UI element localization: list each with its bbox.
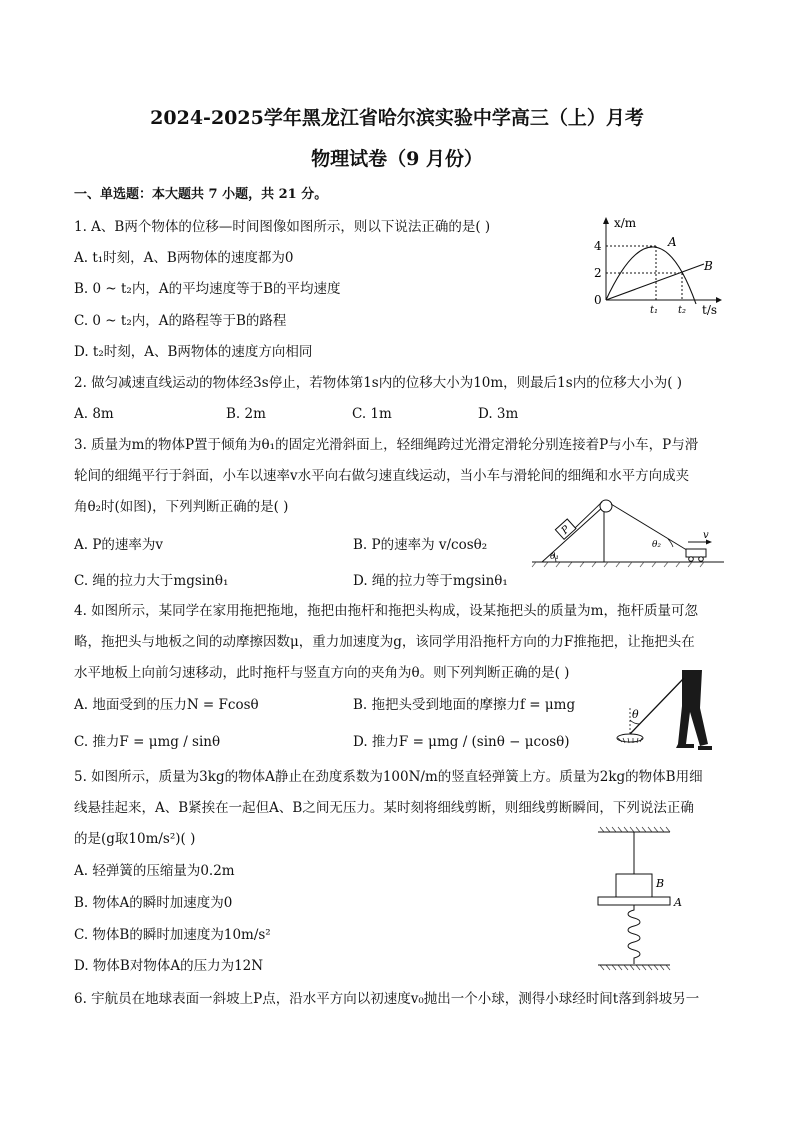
q5-ceiling-hatch	[600, 827, 670, 832]
q5-option-c: C. 物体B的瞬时加速度为10m/s²	[74, 927, 271, 943]
q1-option-c: C. 0 ~ t₂内，A的路程等于B的路程	[74, 313, 287, 329]
q5-line-2: 线悬挂起来，A、B紧挨在一起但A、B之间无压力。某时刻将细线剪断，则细线剪断瞬间，下列说法正确	[74, 800, 694, 816]
q4-option-a: A. 地面受到的压力N = Fcosθ	[74, 697, 259, 713]
q1-ylabel: x/m	[614, 216, 637, 230]
q5-option-d: D. 物体B对物体A的压力为12N	[74, 958, 264, 974]
q3-line-3: 角θ₂时(如图)，下列判断正确的是( )	[74, 499, 289, 515]
q5-option-a: A. 轻弹簧的压缩量为0.2m	[74, 863, 235, 879]
q1-ytick-4: 4	[594, 239, 602, 253]
q1-line-b	[606, 264, 704, 300]
q2-option-c: C. 1m	[352, 406, 392, 422]
q1-x-arrow-icon	[603, 217, 609, 224]
q1-ytick-2: 2	[594, 266, 602, 280]
q4-person-legs	[678, 670, 708, 746]
q3-rope-right	[611, 504, 690, 552]
q4-mop-handle	[630, 678, 684, 734]
q2-option-b: B. 2m	[226, 406, 266, 422]
q1-xt-graph	[592, 212, 732, 320]
q1-ytick-0: 0	[594, 293, 602, 307]
section-heading: 一、单选题：本大题共 7 小题，共 21 分。	[74, 187, 328, 202]
q3-angle2-label: θ₂	[652, 540, 662, 550]
q4-line-2: 略，拖把头与地板之间的动摩擦因数μ，重力加速度为g，该同学用沿拖杆方向的力F推拖把，让拖把头在	[74, 634, 695, 650]
q5-line-1: 5. 如图所示，质量为3kg的物体A静止在劲度系数为100N/m的竖直轻弹簧上方。质量为2kg的物体B用细	[74, 769, 703, 785]
q3-block-p	[555, 519, 576, 539]
q1-xtick-t1: t₁	[650, 305, 659, 316]
q3-option-c: C. 绳的拉力大于mgsinθ₁	[74, 573, 229, 589]
q3-option-d: D. 绳的拉力等于mgsinθ₁	[353, 573, 508, 589]
q3-cart	[686, 549, 706, 557]
q6-line-1: 6. 宇航员在地球表面一斜坡上P点，沿水平方向以初速度v₀抛出一个小球，测得小球经时间t落到斜坡另一	[74, 991, 700, 1007]
q4-option-c: C. 推力F = μmg / sinθ	[74, 734, 221, 750]
q1-label-a: A	[668, 235, 677, 249]
svg-text:P: P	[559, 523, 573, 537]
q4-option-b: B. 拖把头受到地面的摩擦力f = μmg	[353, 697, 576, 713]
q3-ground-hatch	[532, 562, 704, 567]
q4-mop-figure	[604, 668, 720, 754]
q4-angle-label: θ	[632, 708, 639, 721]
q4-line-3: 水平地板上向前匀速移动，此时拖杆与竖直方向的夹角为θ。则下列判断正确的是( )	[74, 665, 570, 681]
q3-cart-wheel-left	[689, 557, 694, 562]
q5-block-b	[616, 874, 652, 897]
q5-label-a: A	[674, 896, 682, 909]
q2-option-a: A. 8m	[74, 406, 114, 422]
q2-stem: 2. 做匀减速直线运动的物体经3s停止，若物体第1s内的位移大小为10m，则最后1s内的位移大小为( )	[74, 375, 683, 391]
q5-floor-hatch	[600, 965, 670, 970]
q4-right-shoe	[698, 746, 712, 750]
exam-subtitle: 物理试卷（9 月份）	[311, 148, 483, 170]
q4-left-shoe	[676, 744, 694, 748]
q5-line-3: 的是(g取10m/s²)( )	[74, 831, 196, 847]
q3-line-2: 轮间的细绳平行于斜面，小车以速率v水平向右做匀速直线运动，当小车与滑轮间的细绳和水平方向成夹	[74, 468, 690, 484]
q5-plate-a	[598, 897, 670, 905]
q3-velocity-label: v	[703, 530, 709, 541]
q1-stem: 1. A、B两个物体的位移—时间图像如图所示，则以下说法正确的是( )	[74, 219, 491, 235]
q3-cart-wheel-right	[699, 557, 704, 562]
q2-option-d: D. 3m	[478, 406, 519, 422]
q1-option-a: A. t₁时刻，A、B两物体的速度都为0	[74, 250, 294, 266]
q4-line-1: 4. 如图所示，某同学在家用拖把拖地，拖把由拖杆和拖把头构成，设某拖把头的质量为m，拖杆质量可忽	[74, 603, 698, 619]
q3-angle1-label: θ₁	[550, 552, 560, 562]
q1-option-d: D. t₂时刻，A、B两物体的速度方向相同	[74, 344, 313, 360]
q4-option-d: D. 推力F = μmg / (sinθ − μcosθ)	[353, 734, 570, 750]
q1-option-b: B. 0 ~ t₂内，A的平均速度等于B的平均速度	[74, 281, 341, 297]
q3-option-a: A. P的速率为v	[74, 537, 164, 553]
q5-label-b: B	[656, 877, 665, 890]
q3-rope-left	[575, 502, 602, 528]
q1-xlabel: t/s	[702, 303, 718, 317]
q3-line-1: 3. 质量为m的物体P置于倾角为θ₁的固定光滑斜面上，轻细绳跨过光滑定滑轮分别连接着P与小车，P与滑	[74, 437, 699, 453]
q1-xtick-t2: t₂	[678, 305, 687, 316]
q3-incline-figure	[528, 492, 728, 568]
q3-option-b: B. P的速率为 v/cosθ₂	[353, 537, 488, 553]
q5-option-b: B. 物体A的瞬时加速度为0	[74, 895, 233, 911]
exam-title: 2024-2025学年黑龙江省哈尔滨实验中学高三（上）月考	[150, 107, 644, 129]
q1-label-b: B	[704, 259, 713, 273]
q5-spring	[628, 905, 640, 964]
q5-spring-figure	[590, 826, 700, 976]
